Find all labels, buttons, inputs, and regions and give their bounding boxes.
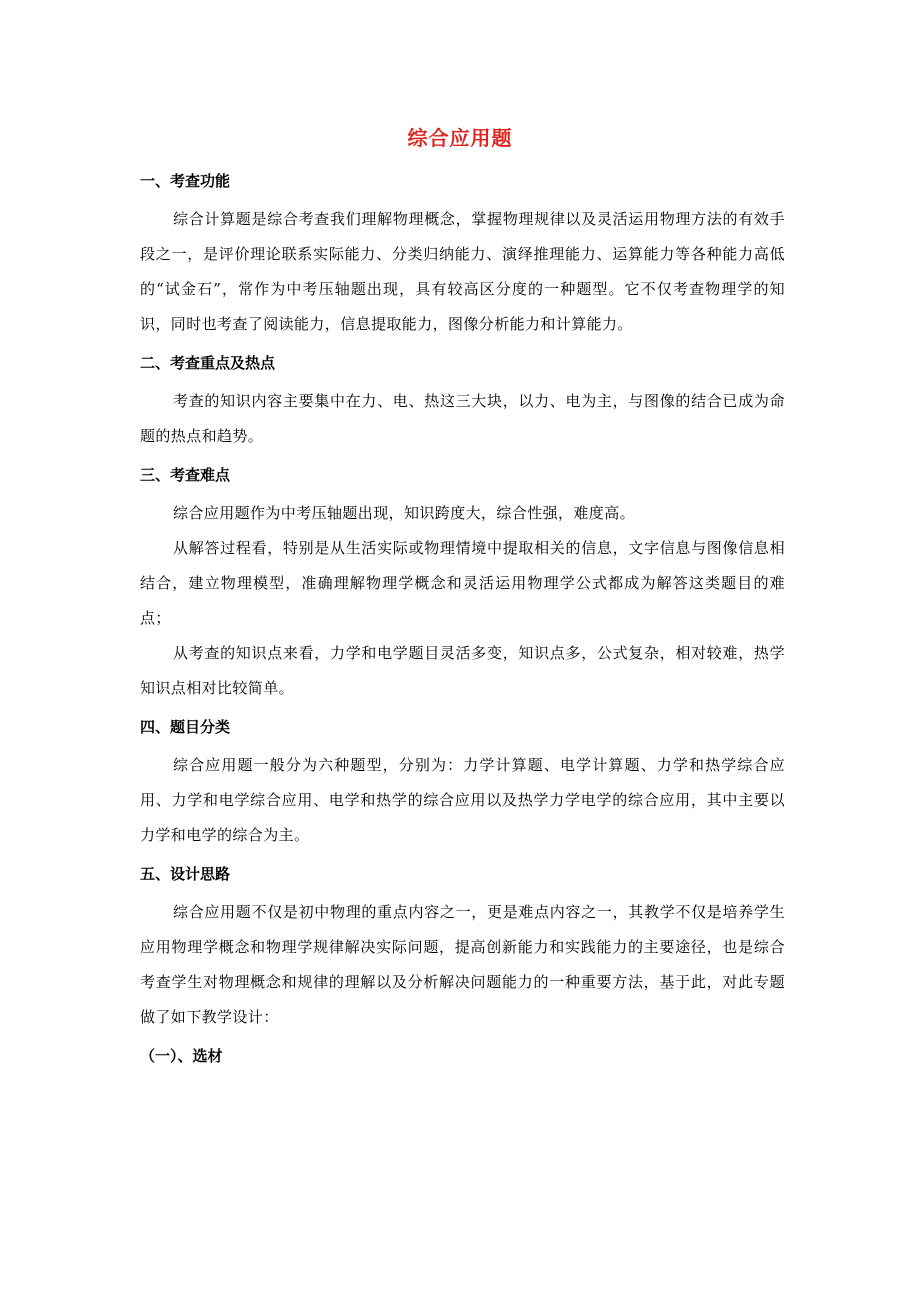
section-2-paragraph-1: 考查的知识内容主要集中在力、电、热这三大块，以力、电为主，与图像的结合已成为命题的热点和趋势。 [140,392,785,445]
section-3-paragraph-2: 从解答过程看，特别是从生活实际或物理情境中提取相关的信息，文字信息与图像信息相结合，建立物理模型，准确理解物理学概念和灵活运用物理学公式都成为解答这类题目的难点； [140,539,785,627]
section-4-paragraph-1: 综合应用题一般分为六种题型，分别为：力学计算题、电学计算题、力学和热学综合应用、力学和电学综合应用、电学和热学的综合应用以及热学力学电学的综合应用，其中主要以力学和电学的综合为主。 [140,756,785,844]
section-heading-4: 四、题目分类 [140,718,231,736]
section-3-paragraph-1: 综合应用题作为中考压轴题出现，知识跨度大，综合性强，难度高。 [173,504,636,522]
section-1-paragraph-1: 综合计算题是综合考查我们理解物理概念，掌握物理规律以及灵活运用物理方法的有效手段之一，是评价理论联系实际能力、分类归纳能力、演绎推理能力、运算能力等各种能力高低的“试金石”，常作为中考压轴题出现，具有较高区分度的一种题型。它不仅考查物理学的知识，同时也考查了阅读能力，信息提取能力，图像分析能力和计算能力。 [140,210,785,333]
section-heading-1: 一、考查功能 [140,172,231,190]
page-title: 综合应用题 [407,126,513,150]
section-heading-5: 五、设计思路 [140,865,231,883]
section-heading-3: 三、考查难点 [140,466,231,484]
document-body [140,170,785,1067]
section-5-paragraph-1: 综合应用题不仅是初中物理的重点内容之一，更是难点内容之一，其教学不仅是培养学生应用物理学概念和物理学规律解决实际问题，提高创新能力和实践能力的主要途径，也是综合考查学生对物理概念和规律的理解以及分析解决问题能力的一种重要方法，基于此，对此专题做了如下教学设计： [140,903,785,1026]
subheading-selection: （一）、选材 [140,1047,223,1065]
section-heading-2: 二、考查重点及热点 [140,354,276,372]
section-3-paragraph-3: 从考查的知识点来看，力学和电学题目灵活多变，知识点多，公式复杂，相对较难，热学知识点相对比较简单。 [140,644,785,697]
